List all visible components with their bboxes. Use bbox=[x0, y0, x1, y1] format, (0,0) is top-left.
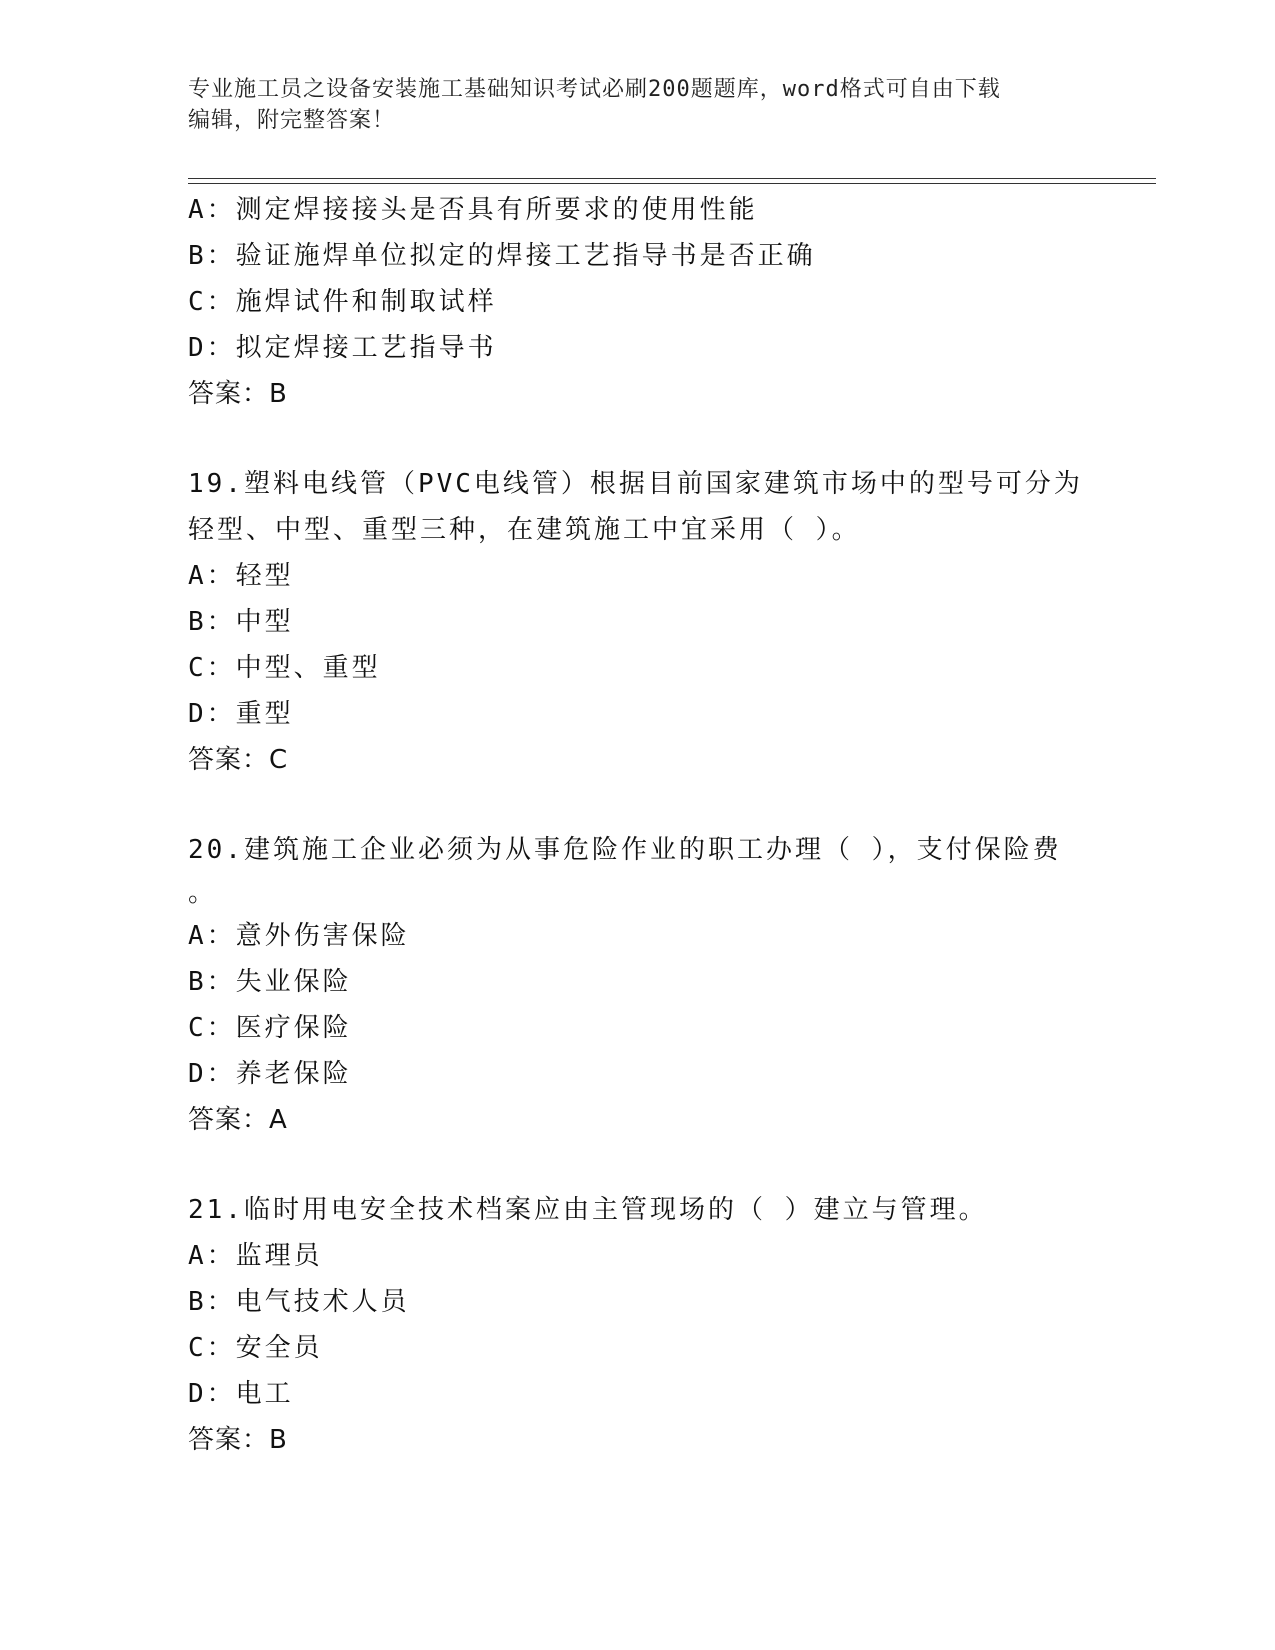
question-block-21 bbox=[188, 1187, 1088, 1463]
header-line-2: 编辑，附完整答案！ bbox=[188, 108, 396, 133]
option-c: C：医疗保险 bbox=[188, 1013, 352, 1043]
question-block-20 bbox=[188, 827, 1088, 1143]
question-stem bbox=[188, 1187, 1088, 1233]
answer-line: 答案：B bbox=[188, 379, 288, 409]
answer-line: 答案：A bbox=[188, 1105, 288, 1135]
question-block-19 bbox=[188, 461, 1088, 783]
option-a: A：测定焊接接头是否具有所要求的使用性能 bbox=[188, 195, 758, 225]
option-c: C：中型、重型 bbox=[188, 653, 381, 683]
option-a: A：监理员 bbox=[188, 1241, 323, 1271]
option-b: B：验证施焊单位拟定的焊接工艺指导书是否正确 bbox=[188, 241, 816, 271]
question-spacer bbox=[188, 417, 1088, 461]
question-stem bbox=[188, 461, 1088, 553]
option-d: D：重型 bbox=[188, 699, 294, 729]
question-stem-line: 19.塑料电线管（PVC电线管）根据目前国家建筑市场中的型号可分为 bbox=[188, 469, 1083, 499]
option-a: A：轻型 bbox=[188, 561, 294, 591]
question-spacer bbox=[188, 1143, 1088, 1187]
option-b: B：中型 bbox=[188, 607, 294, 637]
header-line-1: 专业施工员之设备安装施工基础知识考试必刷200题题库，word格式可自由下载 bbox=[188, 77, 1001, 102]
answer-line: 答案：C bbox=[188, 745, 289, 775]
question-block-18 bbox=[188, 187, 1088, 417]
question-stem-line: 20.建筑施工企业必须为从事危险作业的职工办理（ ），支付保险费 bbox=[188, 835, 1062, 865]
option-d: D：养老保险 bbox=[188, 1059, 352, 1089]
option-c: C：施焊试件和制取试样 bbox=[188, 287, 497, 317]
question-spacer bbox=[188, 783, 1088, 827]
header-divider-top bbox=[188, 178, 1156, 179]
question-stem bbox=[188, 827, 1088, 913]
option-d: D：拟定焊接工艺指导书 bbox=[188, 333, 497, 363]
question-stem-line: 轻型、中型、重型三种，在建筑施工中宜采用（ ）。 bbox=[188, 515, 861, 545]
header-divider-bottom bbox=[188, 183, 1156, 184]
document-header bbox=[188, 74, 1088, 136]
option-d: D：电工 bbox=[188, 1379, 294, 1409]
option-a: A：意外伤害保险 bbox=[188, 921, 410, 951]
option-c: C：安全员 bbox=[188, 1333, 323, 1363]
question-stem-line: 21.临时用电安全技术档案应由主管现场的（ ）建立与管理。 bbox=[188, 1195, 988, 1225]
question-stem-line: 。 bbox=[188, 878, 218, 908]
question-list bbox=[188, 187, 1088, 1463]
option-b: B：电气技术人员 bbox=[188, 1287, 410, 1317]
answer-line: 答案：B bbox=[188, 1425, 288, 1455]
option-b: B：失业保险 bbox=[188, 967, 352, 997]
